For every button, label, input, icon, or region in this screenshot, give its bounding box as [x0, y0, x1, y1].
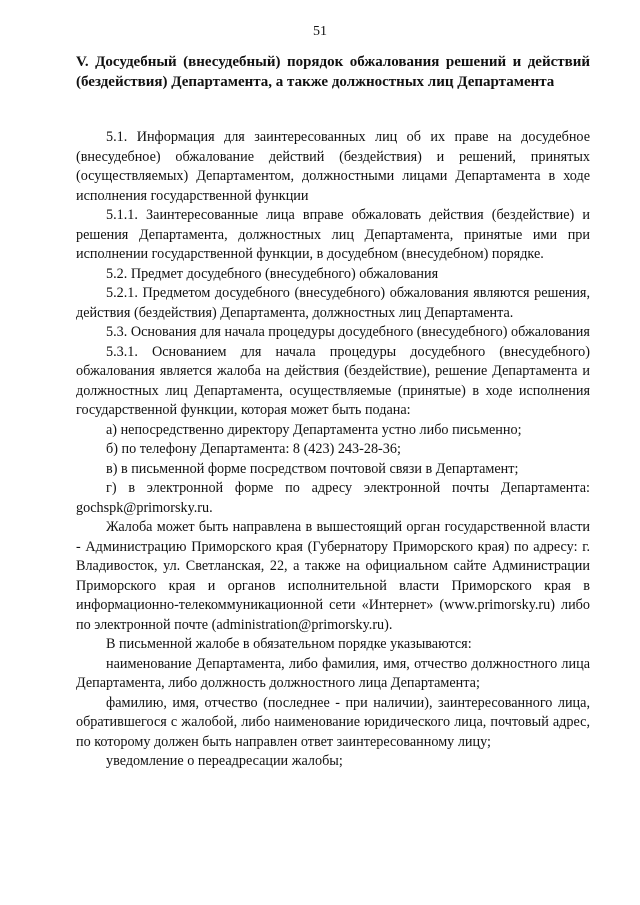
section-heading: V. Досудебный (внесудебный) порядок обжалования решений и действий (бездействия) Департамента, а также должностных лиц Департамента	[76, 54, 590, 90]
paragraph-5-2: 5.2. Предмет досудебного (внесудебного) обжалования	[106, 265, 439, 282]
paragraph-5-1-1: 5.1.1. Заинтересованные лица вправе обжаловать действия (бездействие) и решения Департамента, должностных лиц Департамента, принятые ими при исполнении государственной функции, в досудебном (внесудебном) порядке.	[76, 207, 590, 262]
list-item-v: в) в письменной форме посредством почтовой связи в Департамент;	[106, 460, 519, 477]
list-item-g: г) в электронной форме по адресу электронной почты Департамента: gochspk@primorsky.ru.	[76, 480, 590, 516]
page-number: 51	[313, 24, 327, 39]
paragraph-complaint-address: Жалоба может быть направлена в вышестоящий орган государственной власти - Администрацию Приморского края (Губернатору Приморского края) по адресу: г. Владивосток, ул. Светланская, 22, а также на официальном сайте Администрации Приморского края и органов исполнительной власти Приморского края в информационно-телекоммуникационной сети «Интернет» (www.primorsky.ru) либо по электронной почте (administration@primorsky.ru).	[76, 519, 590, 633]
paragraph-5-3-1: 5.3.1. Основанием для начала процедуры досудебного (внесудебного) обжалования является жалоба на действия (бездействие), решение Департамента и должностных лиц Департамента, осуществляемые (принятые) в ходе исполнения государственной функции, которая может быть подана:	[76, 343, 590, 418]
paragraph-5-2-1: 5.2.1. Предметом досудебного (внесудебного) обжалования являются решения, действия (бездействия) Департамента, должностных лиц Департамента.	[76, 285, 590, 321]
paragraph-5-3: 5.3. Основания для начала процедуры досудебного (внесудебного) обжалования	[106, 324, 590, 340]
list-item-a: а) непосредственно директору Департамента устно либо письменно;	[106, 421, 522, 438]
paragraph-5-1: 5.1. Информация для заинтересованных лиц об их праве на досудебное (внесудебное) обжалование действий (бездействия) и решений, принятых (осуществляемых) Департаментом, должностными лицами Департамента в ходе исполнения государственной функции	[76, 129, 590, 204]
paragraph-redirect-notice: уведомление о переадресации жалобы;	[106, 753, 343, 769]
paragraph-applicant-name: фамилию, имя, отчество (последнее - при наличии), заинтересованного лица, обратившегося с жалобой, либо наименование юридического лица, почтовый адрес, по которому должен быть направлен ответ заинтересованному лицу;	[76, 694, 590, 750]
paragraph-department-name: наименование Департамента, либо фамилия, имя, отчество должностного лица Департамента, либо должность должностного лица Департамента;	[76, 655, 590, 691]
paragraph-required-fields: В письменной жалобе в обязательном порядке указываются:	[106, 636, 472, 652]
document-body	[76, 128, 590, 772]
list-item-b: б) по телефону Департамента: 8 (423) 243-28-36;	[106, 441, 401, 457]
